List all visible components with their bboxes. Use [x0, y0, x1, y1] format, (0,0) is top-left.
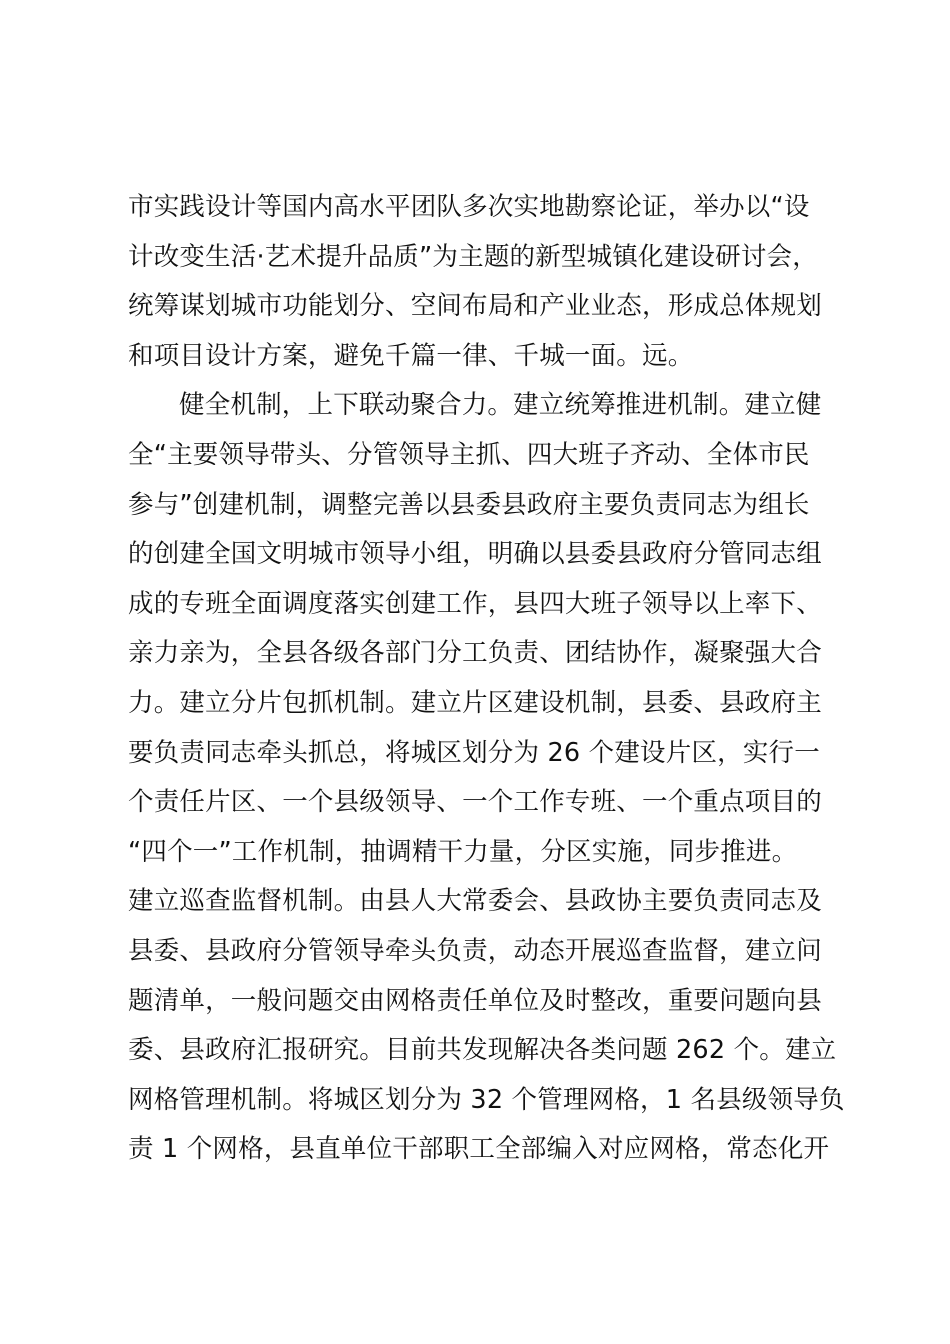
text-line: 统筹谋划城市功能划分、空间布局和产业业态，形成总体规划	[128, 291, 822, 322]
text-line: 责 1 个网格，县直单位干部职工全部编入对应网格，常态化开	[128, 1134, 830, 1165]
text-line: “四个一”工作机制，抽调精干力量，分区实施，同步推进。	[128, 836, 798, 867]
text-line: 网格管理机制。将城区划分为 32 个管理网格，1 名县级领导负	[128, 1084, 845, 1115]
text-line: 个责任片区、一个县级领导、一个工作专班、一个重点项目的	[128, 787, 822, 818]
text-line: 委、县政府汇报研究。目前共发现解决各类问题 262 个。建立	[128, 1035, 837, 1066]
body-text	[128, 183, 845, 1175]
text-line: 健全机制，上下联动聚合力。建立统筹推进机制。建立健	[179, 390, 822, 421]
text-line: 计改变生活·艺术提升品质”为主题的新型城镇化建设研讨会，	[128, 241, 818, 272]
text-line: 亲力亲为，全县各级各部门分工负责、团结协作，凝聚强大合	[128, 638, 822, 669]
text-line: 参与”创建机制，调整完善以县委县政府主要负责同志为组长	[128, 489, 810, 520]
text-line: 全“主要领导带头、分管领导主抓、四大班子齐动、全体市民	[128, 439, 810, 470]
text-line: 成的专班全面调度落实创建工作，县四大班子领导以上率下、	[128, 588, 822, 619]
text-line: 市实践设计等国内高水平团队多次实地勘察论证，举办以“设	[128, 192, 810, 222]
text-line: 要负责同志牵头抓总，将城区划分为 26 个建设片区，实行一	[128, 737, 820, 768]
text-line: 力。建立分片包抓机制。建立片区建设机制，县委、县政府主	[128, 687, 822, 718]
text-line: 题清单，一般问题交由网格责任单位及时整改，重要问题向县	[128, 985, 822, 1016]
text-line: 建立巡查监督机制。由县人大常委会、县政协主要负责同志及	[128, 886, 822, 917]
text-line: 县委、县政府分管领导牵头负责，动态开展巡查监督，建立问	[128, 935, 822, 966]
text-line: 的创建全国文明城市领导小组，明确以县委县政府分管同志组	[128, 539, 822, 570]
text-line: 和项目设计方案，避免千篇一律、千城一面。远。	[128, 340, 694, 371]
